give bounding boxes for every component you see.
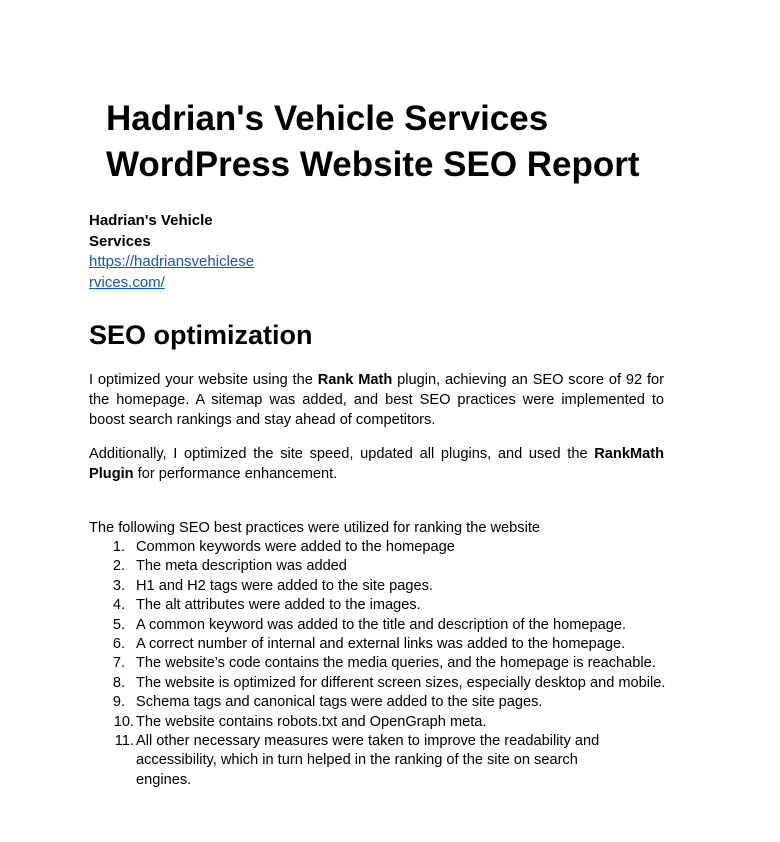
list-item [89,557,689,576]
document-title-line-2: WordPress Website SEO Report [106,145,640,184]
list-item [89,732,689,790]
company-link-line-2: rvices.com/ [89,273,165,291]
list-item [89,596,689,615]
company-link-line-1: https://hadriansvehiclese [89,253,255,270]
document-title-line-1: Hadrian's Vehicle Services [106,99,549,138]
practices-intro: The following SEO best practices were utilized for ranking the website [89,520,541,536]
list-item [89,674,689,693]
list-item-text: Schema tags and canonical tags were added to the site pages. [136,694,543,711]
list-number: 7. [112,655,125,672]
list-number: 6. [112,636,125,653]
paragraph-line [89,370,664,390]
list-item-text-line: engines. [136,771,192,788]
list-item-text [136,732,689,790]
list-item-text: The website’s code contains the media queries, and the homepage is reachable. [136,655,656,672]
paragraph-rank-math [89,370,664,430]
list-item-text: The alt attributes were added to the images. [136,597,421,614]
paragraph-bold-text: Plugin [89,466,134,482]
list-item [89,654,689,673]
paragraph-text: I optimized your website using the [89,372,318,388]
list-item-text: Common keywords were added to the homepage [136,539,455,555]
list-item-text-line: accessibility, which in turn helped in the ranking of the site on search [136,752,578,769]
list-item [89,538,689,557]
paragraph-bold-text: RankMath [594,446,664,462]
paragraph-line [89,464,664,484]
company-website-link[interactable] [89,252,259,293]
list-number: 4. [112,597,125,614]
list-number: 3. [112,577,125,594]
paragraph-text: plugin, achieving an SEO score of 92 for [392,372,664,388]
document-title [106,96,706,188]
company-name [89,211,259,252]
list-number: 1. [112,539,125,555]
list-item-text: A correct number of internal and external links was added to the homepage. [136,636,626,653]
list-item-text: The meta description was added [136,558,347,575]
paragraph-line: the homepage. A sitemap was added, and best SEO practices were implemented to [89,392,664,408]
list-item [89,616,689,635]
paragraph-site-speed [89,444,664,484]
paragraph-line [89,444,664,464]
list-number: 5. [112,616,125,633]
paragraph-text: Additionally, I optimized the site speed, updated all plugins, and used the [89,446,595,462]
seo-practices-list [89,538,689,790]
list-item-text: The website is optimized for different screen sizes, especially desktop and mobile. [136,674,666,691]
paragraph-line: boost search rankings and stay ahead of competitors. [89,412,436,428]
section-heading-seo-optimization: SEO optimization [89,320,313,350]
company-name-line-1: Hadrian's Vehicle [89,212,213,229]
company-name-line-2: Services [89,232,151,250]
list-item-text-line: All other necessary measures were taken to improve the readability and [136,733,600,750]
list-number: 10. [113,713,134,730]
list-number: 9. [112,694,125,711]
list-item-text: H1 and H2 tags were added to the site pages. [136,577,433,594]
company-info [89,211,259,293]
list-item [89,713,689,732]
list-item-text: A common keyword was added to the title and description of the homepage. [136,616,626,633]
list-item-text: The website contains robots.txt and OpenGraph meta. [136,713,487,730]
list-number: 11. [114,733,134,750]
list-item [89,693,689,712]
list-number: 8. [112,674,125,691]
paragraph-bold-text: Rank Math [317,372,393,388]
list-item [89,635,689,654]
list-item [89,577,689,596]
paragraph-text: for performance enhancement. [133,466,338,482]
list-number: 2. [112,558,125,575]
